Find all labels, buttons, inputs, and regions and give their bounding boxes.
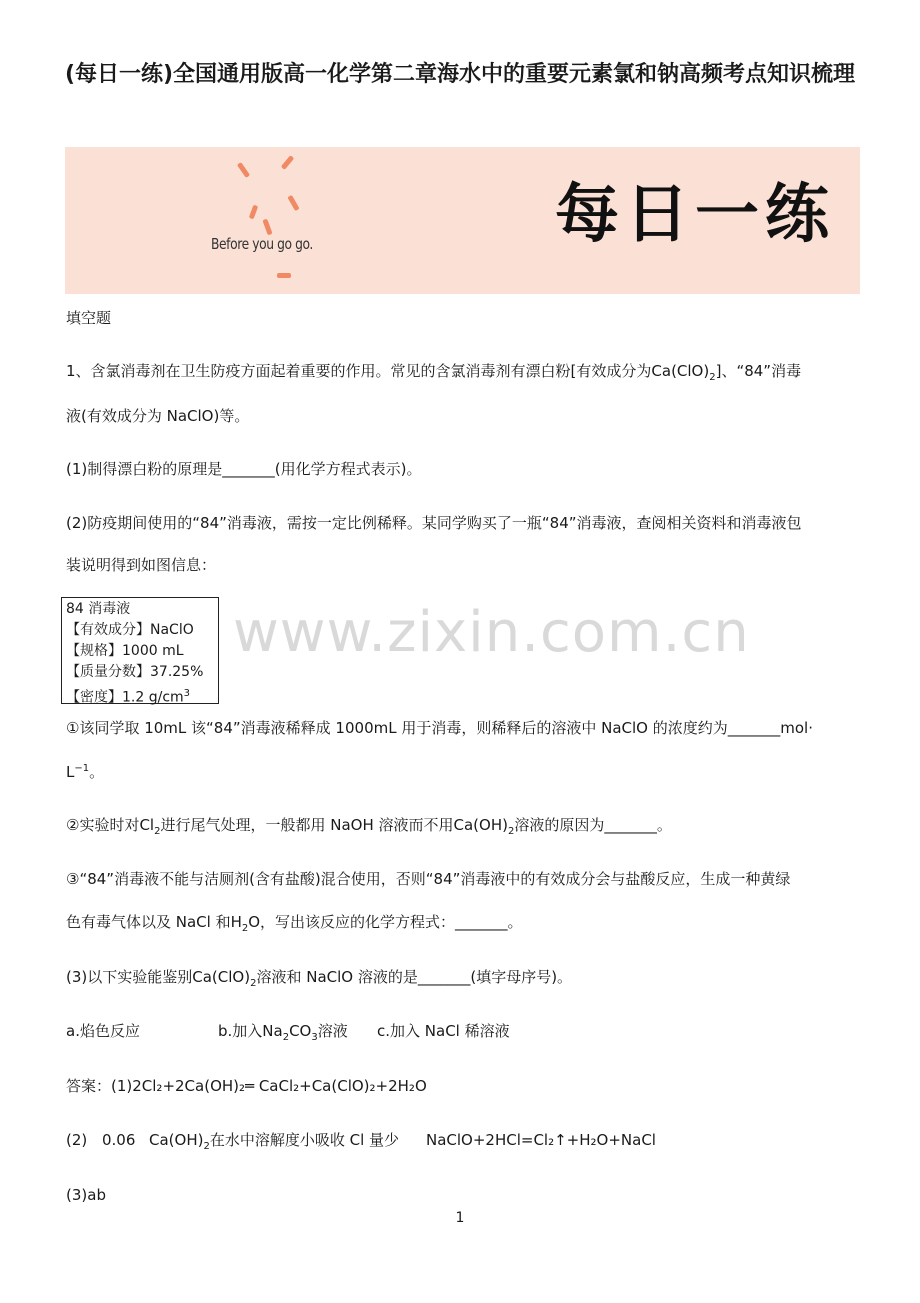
answer-line2: (2) 0.06 $Ca(OH)_2$在水中溶解度小吸收 Cl 量少 NaClO+2HCl=Cl₂↑+H₂O+NaCl bbox=[66, 1131, 656, 1152]
question-1-part-1: (1)制得漂白粉的原理是_______(用化学方程式表示)。 bbox=[66, 460, 422, 478]
decor-dash bbox=[262, 219, 272, 236]
decor-dash bbox=[277, 273, 291, 278]
decor-dash bbox=[281, 155, 294, 170]
banner-heading: 每日一练 bbox=[555, 177, 835, 252]
banner-tagline: Before you go go. bbox=[211, 235, 313, 253]
sub-question-2: ②实验时对$Cl_2$进行尾气处理，一般都用 NaOH 溶液而不用$Ca(OH)_2$溶液的原因为_______。 bbox=[66, 816, 672, 837]
decor-dash bbox=[249, 205, 258, 220]
question-1-intro: 1、含氯消毒剂在卫生防疫方面起着重要的作用。常见的含氯消毒剂有漂白粉[有效成分为$Ca(ClO)_2$]、“84”消毒 bbox=[66, 362, 802, 383]
watermark: www.zixin.com.cn bbox=[233, 600, 750, 665]
answer-line3: (3)ab bbox=[66, 1186, 106, 1204]
document-title: (每日一练)全国通用版高一化学第二章海水中的重要元素氯和钠高频考点知识梳理 bbox=[64, 62, 856, 87]
question-1-part-2-line2: 装说明得到如图信息： bbox=[66, 556, 217, 574]
page-number: 1 bbox=[455, 1210, 465, 1226]
option-c: c.加入 NaCl 稀溶液 bbox=[377, 1022, 510, 1040]
decor-dash bbox=[237, 162, 250, 178]
label-spec: 【规格】1000 mL bbox=[66, 643, 184, 659]
product-label-box bbox=[61, 597, 219, 704]
options-row bbox=[66, 1019, 856, 1045]
question-1-intro-line2: 液(有效成分为 NaClO)等。 bbox=[66, 407, 250, 425]
question-1-part-2-line1: (2)防疫期间使用的“84”消毒液，需按一定比例稀释。某同学购买了一瓶“84”消毒液，查阅相关资料和消毒液包 bbox=[66, 514, 802, 532]
banner-image bbox=[65, 147, 860, 294]
option-b: b.加入$Na_2CO_3$溶液 bbox=[218, 1022, 348, 1043]
sub-question-3-line2: 色有毒气体以及 NaCl 和$H_2O$，写出该反应的化学方程式：_______。 bbox=[66, 913, 523, 934]
section-label: 填空题 bbox=[66, 309, 112, 327]
label-ingredient: 【有效成分】NaClO bbox=[66, 622, 194, 638]
sub-question-3-line1: ③“84”消毒液不能与洁厕剂(含有盐酸)混合使用，否则“84”消毒液中的有效成分会与盐酸反应，生成一种黄绿 bbox=[66, 870, 791, 888]
label-name: 84 消毒液 bbox=[66, 601, 131, 617]
option-a: a.焰色反应 bbox=[66, 1022, 140, 1040]
sub-question-1-line1: ①该同学取 10mL 该“84”消毒液稀释成 1000mL 用于消毒，则稀释后的溶液中 NaClO 的浓度约为_______mol· bbox=[66, 719, 813, 737]
question-1-part-3: (3)以下实验能鉴别$Ca(ClO)_2$溶液和 NaClO 溶液的是_______(填字母序号)。 bbox=[66, 968, 573, 989]
sub-question-1-line2: $L^{-1}$。 bbox=[66, 763, 105, 781]
decor-dash bbox=[287, 195, 299, 211]
label-density: 【密度】1.2 $g/cm^3$ bbox=[66, 688, 191, 706]
label-mass-fraction: 【质量分数】37.25% bbox=[66, 664, 204, 680]
answer-line1: 答案：(1)2Cl₂+2Ca(OH)₂═ CaCl₂+Ca(ClO)₂+2H₂O bbox=[66, 1077, 427, 1095]
